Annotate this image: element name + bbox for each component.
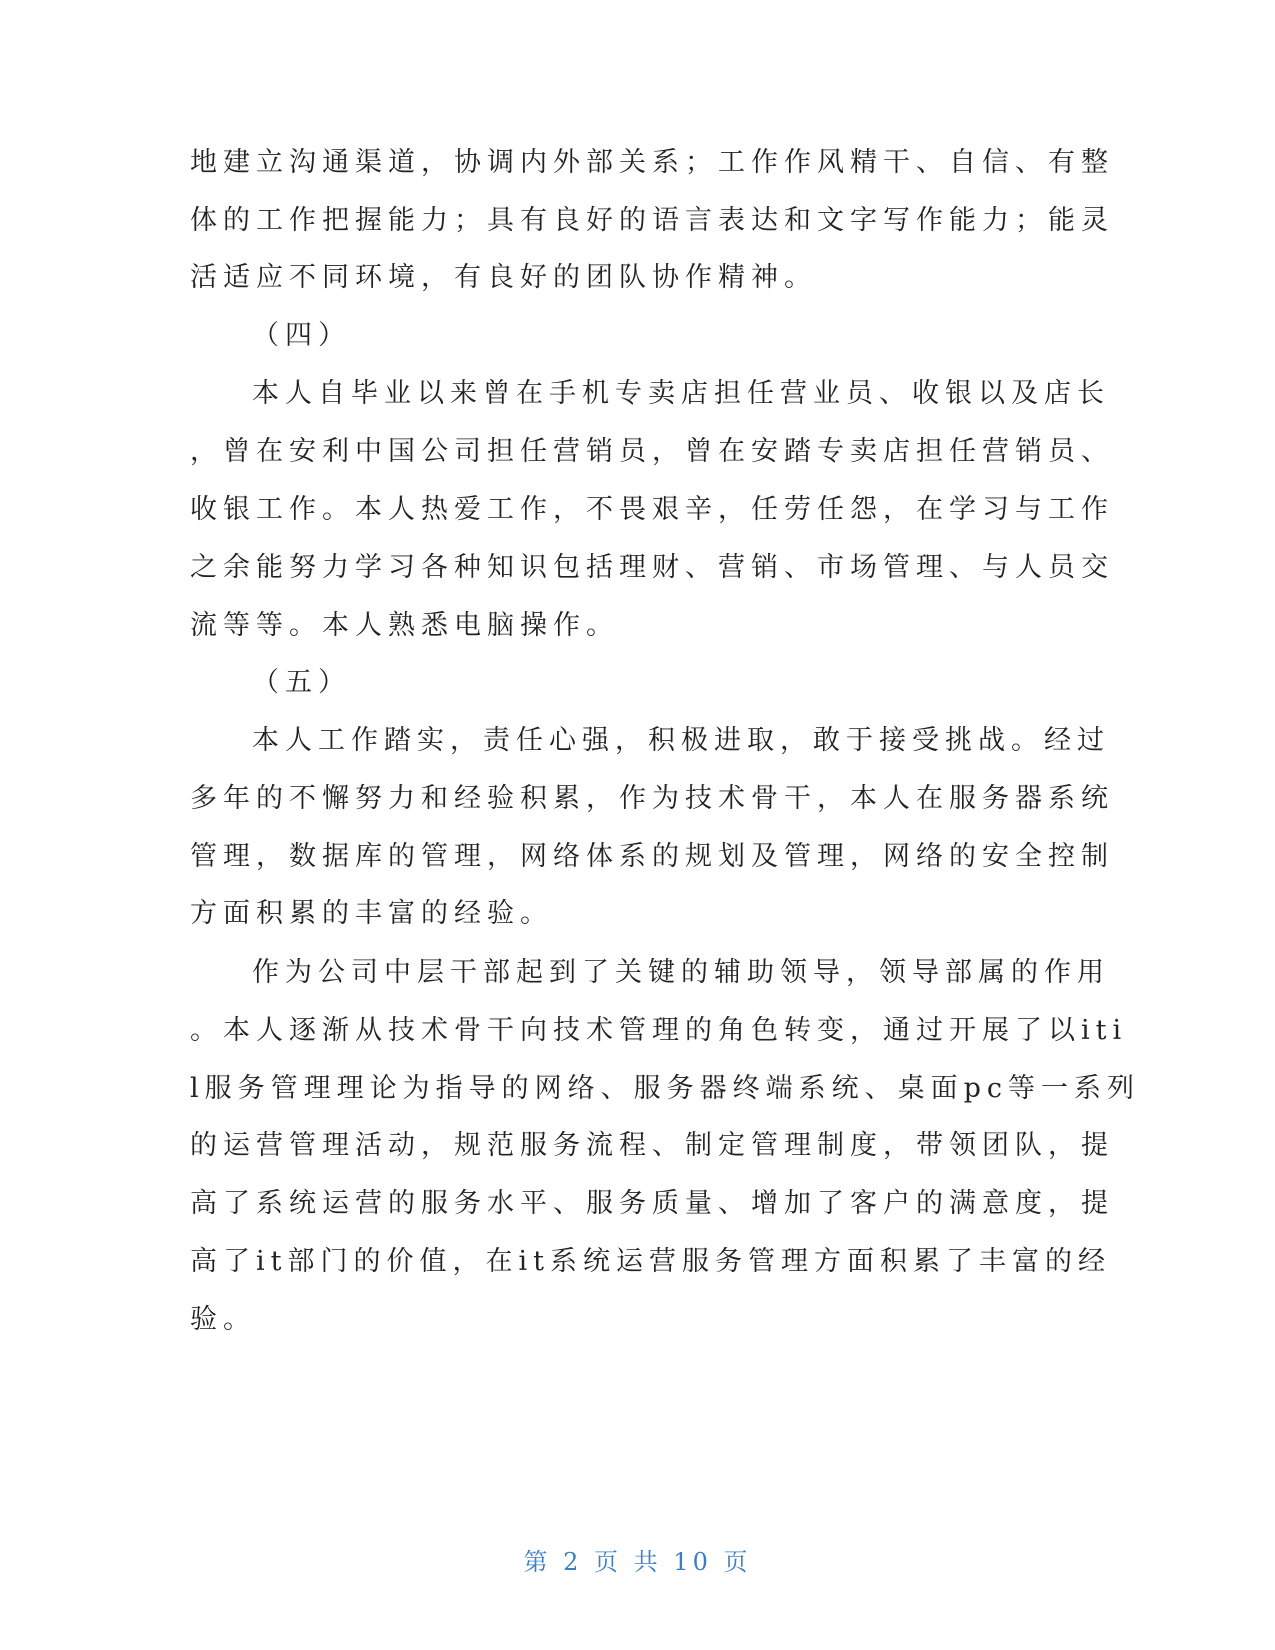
paragraph-line: 方面积累的丰富的经验。 <box>190 898 553 929</box>
paragraph-line: 验。 <box>190 1304 256 1335</box>
paragraph-line: l服务管理理论为指导的网络、服务器终端系统、桌面pc等一系列 <box>190 1073 1141 1104</box>
paragraph-line: 管理，数据库的管理，网络体系的规划及管理，网络的安全控制 <box>190 841 1114 872</box>
paragraph-line: 高了it部门的价值，在it系统运营服务管理方面积累了丰富的经 <box>190 1246 1111 1277</box>
paragraph-line: ，曾在安利中国公司担任营销员，曾在安踏专卖店担任营销员、 <box>190 436 1114 467</box>
section-heading-4: （四） <box>252 320 351 351</box>
paragraph-line: 本人工作踏实，责任心强，积极进取，敢于接受挑战。经过 <box>252 725 1110 756</box>
paragraph-line: 本人自毕业以来曾在手机专卖店担任营业员、收银以及店长 <box>252 378 1110 409</box>
paragraph-line: 地建立沟通渠道，协调内外部关系；工作作风精干、自信、有整 <box>190 147 1114 178</box>
paragraph-line: 多年的不懈努力和经验积累，作为技术骨干，本人在服务器系统 <box>190 783 1114 814</box>
paragraph-line: 收银工作。本人热爱工作，不畏艰辛，任劳任怨，在学习与工作 <box>190 494 1114 525</box>
paragraph-line: 高了系统运营的服务水平、服务质量、增加了客户的满意度，提 <box>190 1188 1114 1219</box>
section-heading-5: （五） <box>252 667 351 698</box>
paragraph-line: 流等等。本人熟悉电脑操作。 <box>190 610 619 641</box>
paragraph-line: 的运营管理活动，规范服务流程、制定管理制度，带领团队，提 <box>190 1130 1114 1161</box>
paragraph-line: 。本人逐渐从技术骨干向技术管理的角色转变，通过开展了以iti <box>190 1015 1128 1046</box>
paragraph-line: 作为公司中层干部起到了关键的辅助领导，领导部属的作用 <box>252 957 1110 988</box>
page-number-footer: 第 2 页 共 10 页 <box>523 1548 752 1576</box>
paragraph-line: 体的工作把握能力；具有良好的语言表达和文字写作能力；能灵 <box>190 205 1114 236</box>
paragraph-line: 之余能努力学习各种知识包括理财、营销、市场管理、与人员交 <box>190 552 1114 583</box>
paragraph-line: 活适应不同环境，有良好的团队协作精神。 <box>190 262 817 293</box>
